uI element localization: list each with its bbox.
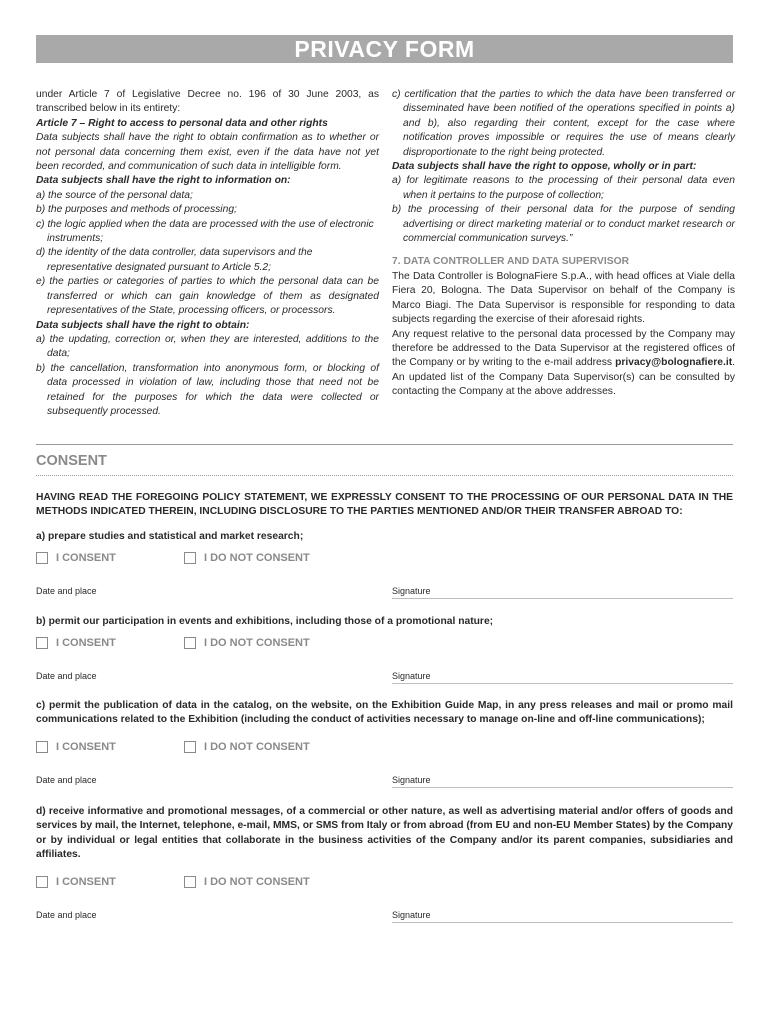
not-consent-b-checkbox[interactable]	[184, 636, 310, 650]
date-place-label: Date and place	[36, 775, 97, 785]
consent-dotted-divider	[36, 475, 733, 476]
not-consent-label: I DO NOT CONSENT	[204, 876, 310, 888]
info-item-e: e) the parties or categories of parties to which the personal data can be transferred or which can gain knowledge of them as designated representatives of the State, processing officers, or processors.	[36, 276, 379, 317]
consent-d-checkbox[interactable]	[36, 875, 116, 889]
not-consent-d-checkbox[interactable]	[184, 875, 310, 889]
consent-label: I CONSENT	[56, 741, 116, 753]
article-7-paragraph: Data subjects shall have the right to obtain confirmation as to whether or not personal data concerning them exist, even if the data have not yet been recorded, and communication of such data in intelligible form.	[36, 132, 379, 173]
consent-c-checkbox[interactable]	[36, 740, 116, 754]
not-consent-a-checkbox[interactable]	[184, 551, 310, 565]
checkbox-icon[interactable]	[184, 552, 196, 564]
not-consent-label: I DO NOT CONSENT	[204, 741, 310, 753]
signature-label: Signature	[392, 910, 431, 920]
info-item-c: c) the logic applied when the data are processed with the use of electronic instruments;	[36, 218, 374, 245]
right-column	[392, 88, 735, 400]
article-7-heading: Article 7 – Right to access to personal data and other rights	[36, 117, 328, 129]
info-item-d: d) the identity of the data controller, data supervisors and the representative designated pursuant to Article 5.2;	[36, 247, 313, 273]
privacy-email: privacy@bolognafiere.it	[615, 357, 733, 369]
consent-title: CONSENT	[36, 453, 107, 469]
signature-line[interactable]	[392, 598, 733, 599]
consent-intro: HAVING READ THE FOREGOING POLICY STATEMENT, WE EXPRESSLY CONSENT TO THE PROCESSING OF OUR PERSONAL DATA IN THE METHODS INDICATED THEREIN, INCLUDING DISCLOSURE TO THE PARTIES MENTIONED AND/OR THEIR TRANSFER ABROAD TO:	[36, 492, 733, 518]
section-divider	[36, 444, 733, 445]
consent-question-b: b) permit our participation in events and exhibitions, including those of a promotional nature;	[36, 616, 494, 627]
consent-b-checkbox[interactable]	[36, 636, 116, 650]
checkbox-icon[interactable]	[36, 741, 48, 753]
section-7-text-a: Any request relative to the personal data processed by the Company may therefore be addressed to the Data Supervisor at the registered offices of the Company or by writing to the e-mail address	[392, 328, 735, 369]
not-consent-c-checkbox[interactable]	[184, 740, 310, 754]
consent-label: I CONSENT	[56, 552, 116, 564]
signature-label: Signature	[392, 671, 431, 681]
consent-question-a: a) prepare studies and statistical and market research;	[36, 531, 304, 542]
info-item-b: b) the purposes and methods of processing;	[36, 204, 237, 216]
checkbox-icon[interactable]	[184, 741, 196, 753]
signature-line[interactable]	[392, 683, 733, 684]
left-column	[36, 88, 379, 419]
obtain-item-c: c) certification that the parties to which the data have been transferred or disseminated have been notified of the operations specified in points a) and b), also regarding their content, except for the case where notification proves impossible or requires the use of means clearly disproportionate to the right being protected.	[392, 89, 735, 158]
oppose-rights-heading: Data subjects shall have the right to oppose, wholly or in part:	[392, 161, 697, 173]
checkbox-icon[interactable]	[184, 876, 196, 888]
info-item-a: a) the source of the personal data;	[36, 189, 193, 201]
signature-line[interactable]	[392, 922, 733, 923]
consent-question-d: d) receive informative and promotional messages, of a commercial or other nature, as well as advertising material and/or offers of goods and services by mail, the Internet, telephone, e-mail, MMS, or SMS from Italy or from abroad (from EU and non-EU Member States) by the Company or by individual or legal entities that collaborate in the business activities of the Company and/or its parent companies, subsidiaries and affiliates.	[36, 806, 733, 861]
info-rights-heading: Data subjects shall have the right to information on:	[36, 175, 291, 187]
date-place-label: Date and place	[36, 586, 97, 596]
consent-question-c: c) permit the publication of data in the catalog, on the website, on the Exhibition Guide Map, in any press releases and mail or promo mail communications related to the Exhibition (including the conduct of activities necessary to manage on-line and off-line communications);	[36, 700, 733, 726]
oppose-item-a: a) for legitimate reasons to the processing of their personal data even when it pertains to the purpose of collection;	[392, 175, 735, 201]
obtain-rights-heading: Data subjects shall have the right to obtain:	[36, 319, 250, 331]
page-title: PRIVACY FORM	[36, 35, 733, 63]
date-place-label: Date and place	[36, 671, 97, 681]
checkbox-icon[interactable]	[36, 637, 48, 649]
not-consent-label: I DO NOT CONSENT	[204, 637, 310, 649]
section-7-paragraph-1: The Data Controller is BolognaFiere S.p.A., with head offices at Viale della Fiera 20, Bologna. The Data Supervisor on behalf of the Company is Marco Biagi. The Data Supervisor is responsible for responding to data subjects regarding the exercise of their aforesaid rights.	[392, 270, 735, 326]
checkbox-icon[interactable]	[36, 876, 48, 888]
signature-label: Signature	[392, 775, 431, 785]
section-7-heading: 7. DATA CONTROLLER AND DATA SUPERVISOR	[392, 256, 630, 268]
obtain-item-a: a) the updating, correction or, when they are interested, additions to the data;	[36, 333, 379, 360]
intro-text: under Article 7 of Legislative Decree no. 196 of 30 June 2003, as transcribed below in its entirety:	[36, 89, 379, 115]
not-consent-label: I DO NOT CONSENT	[204, 552, 310, 564]
section-7-text-b: . An updated list of the Company Data Supervisor(s) can be consulted by contacting the Company at the above addresses.	[392, 357, 735, 398]
signature-line[interactable]	[392, 787, 733, 788]
section-7-paragraph-2	[392, 328, 735, 400]
consent-label: I CONSENT	[56, 637, 116, 649]
oppose-item-b: b) the processing of their personal data for the purpose of sending advertising or direct marketing material or to conduct market research or commercial communication surveys.”	[392, 204, 735, 245]
signature-label: Signature	[392, 586, 431, 596]
checkbox-icon[interactable]	[36, 552, 48, 564]
obtain-item-b: b) the cancellation, transformation into anonymous form, or blocking of data processed in violation of law, including those that need not be retained for the purposes for which the data were collected or subsequently processed.	[36, 362, 379, 417]
checkbox-icon[interactable]	[184, 637, 196, 649]
consent-label: I CONSENT	[56, 876, 116, 888]
date-place-label: Date and place	[36, 910, 97, 920]
consent-a-checkbox[interactable]	[36, 551, 116, 565]
